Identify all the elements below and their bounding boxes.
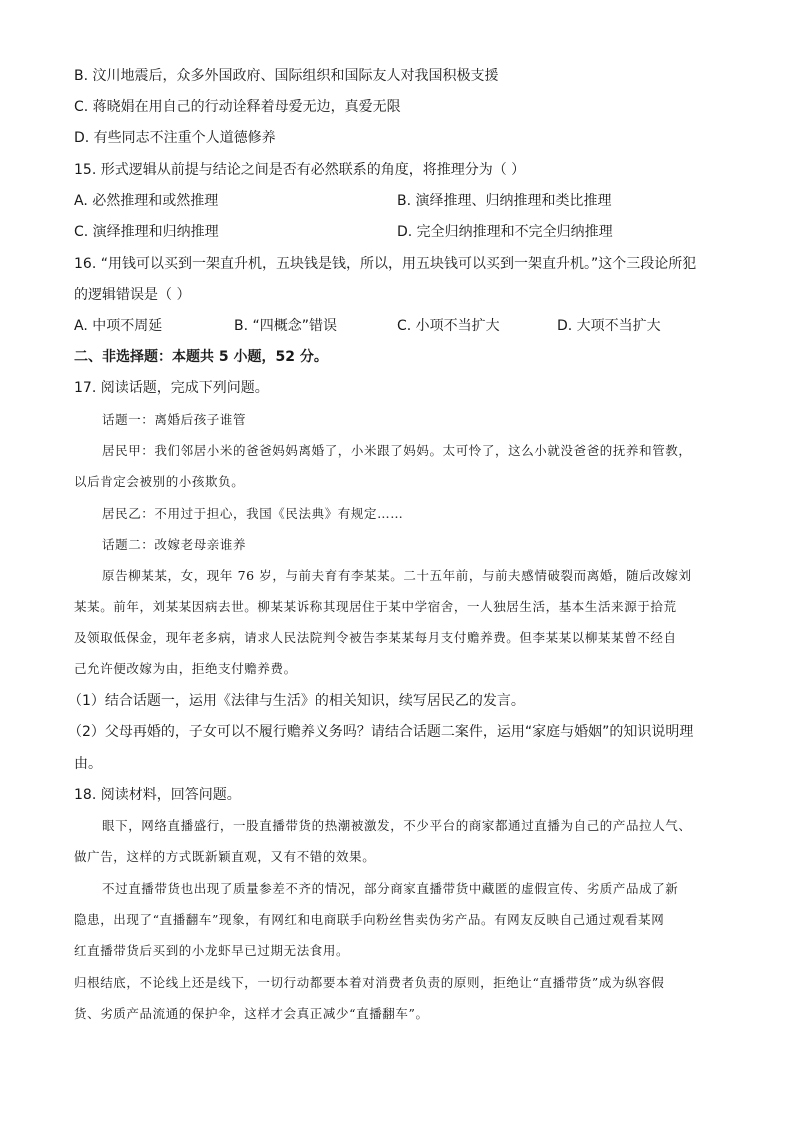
q17-topic1-title: 话题一：离婚后孩子谁管 [102, 412, 247, 427]
q17-sub2-line1: （2）父母再婚的，子女可以不履行赡养义务吗？请结合话题二案件，运用“家庭与婚姻”的知识说明理 [68, 724, 694, 740]
q17-case-line2: 某某。前年，刘某某因病去世。柳某某诉称其现居住于某中学宿舍，一人独居生活，基本生活来源于拾荒 [74, 599, 677, 614]
q18-stem: 18. 阅读材料，回答问题。 [74, 787, 241, 803]
q14-option-b: B. 汶川地震后，众多外国政府、国际组织和国际友人对我国积极支援 [74, 68, 499, 84]
q18-p1-line2: 做广告，这样的方式既新颖直观，又有不错的效果。 [74, 849, 376, 864]
q18-p3-line2: 货、劣质产品流通的保护伞，这样才会真正减少“直播翻车”。 [74, 1006, 429, 1021]
q14-option-c: C. 蒋晓娟在用自己的行动诠释着母爱无边，真爱无限 [74, 99, 401, 115]
q16-stem-line1: 16. “用钱可以买到一架直升机，五块钱是钱，所以，用五块钱可以买到一架直升机。”这个三段论所犯 [74, 256, 697, 272]
q17-resident-a-line2: 以后肯定会被别的小孩欺负。 [74, 474, 245, 489]
q18-p2-line2: 隐患，出现了“直播翻车”现象，有网红和电商联手向粉丝售卖伪劣产品。有网友反映自己通过观看某网 [74, 912, 665, 927]
q16-option-c: C. 小项不当扩大 [397, 318, 500, 334]
q15-option-d: D. 完全归纳推理和不完全归纳推理 [397, 224, 613, 240]
q17-case-line3: 及领取低保金，现年老多病，请求人民法院判令被告李某某每月支付赡养费。但李某某以柳某某曾不经自 [74, 630, 677, 645]
q17-resident-b: 居民乙：不用过于担心，我国《民法典》有规定…… [102, 506, 404, 521]
q17-case-line4: 己允许便改嫁为由，拒绝支付赡养费。 [74, 661, 297, 676]
q15-option-c: C. 演绎推理和归纳推理 [74, 224, 219, 240]
q16-option-a: A. 中项不周延 [74, 318, 163, 334]
section2-heading: 二、非选择题：本题共 5 小题，52 分。 [74, 349, 328, 365]
q17-case-line1: 原告柳某某，女，现年 76 岁，与前夫育有李某某。二十五年前，与前夫感情破裂而离婚，随后改嫁刘 [102, 568, 692, 583]
q17-stem: 17. 阅读话题，完成下列问题。 [74, 380, 269, 396]
q17-resident-a-line1: 居民甲：我们邻居小米的爸爸妈妈离婚了，小米跟了妈妈。太可怜了，这么小就没爸爸的抚养和管教， [102, 443, 692, 458]
q17-sub2-line2: 由。 [74, 756, 102, 772]
q18-p3-line1: 归根结底，不论线上还是线下，一切行动都要本着对消费者负责的原则，拒绝让“直播带货”成为纵容假 [74, 975, 665, 990]
q15-option-a: A. 必然推理和或然推理 [74, 193, 219, 209]
q18-p2-line1: 不过直播带货也出现了质量参差不齐的情况，部分商家直播带货中藏匿的虚假宣传、劣质产品成了新 [102, 881, 679, 896]
q16-option-d: D. 大项不当扩大 [557, 318, 661, 334]
q18-p2-line3: 红直播带货后买到的小龙虾早已过期无法食用。 [74, 943, 350, 958]
q15-option-b: B. 演绎推理、归纳推理和类比推理 [397, 193, 612, 209]
q17-topic2-title: 话题二：改嫁老母亲谁养 [102, 537, 247, 552]
q16-option-b: B. “四概念”错误 [234, 318, 338, 334]
q15-stem: 15. 形式逻辑从前提与结论之间是否有必然联系的角度，将推理分为（ ） [74, 162, 526, 178]
q17-sub1: （1）结合话题一，运用《法律与生活》的相关知识，续写居民乙的发言。 [68, 693, 525, 709]
q18-p1-line1: 眼下，网络直播盛行，一股直播带货的热潮被激发，不少平台的商家都通过直播为自己的产品拉人气、 [102, 818, 692, 833]
q14-option-d: D. 有些同志不注重个人道德修养 [74, 130, 276, 146]
q16-stem-line2: 的逻辑错误是（ ） [74, 287, 191, 303]
